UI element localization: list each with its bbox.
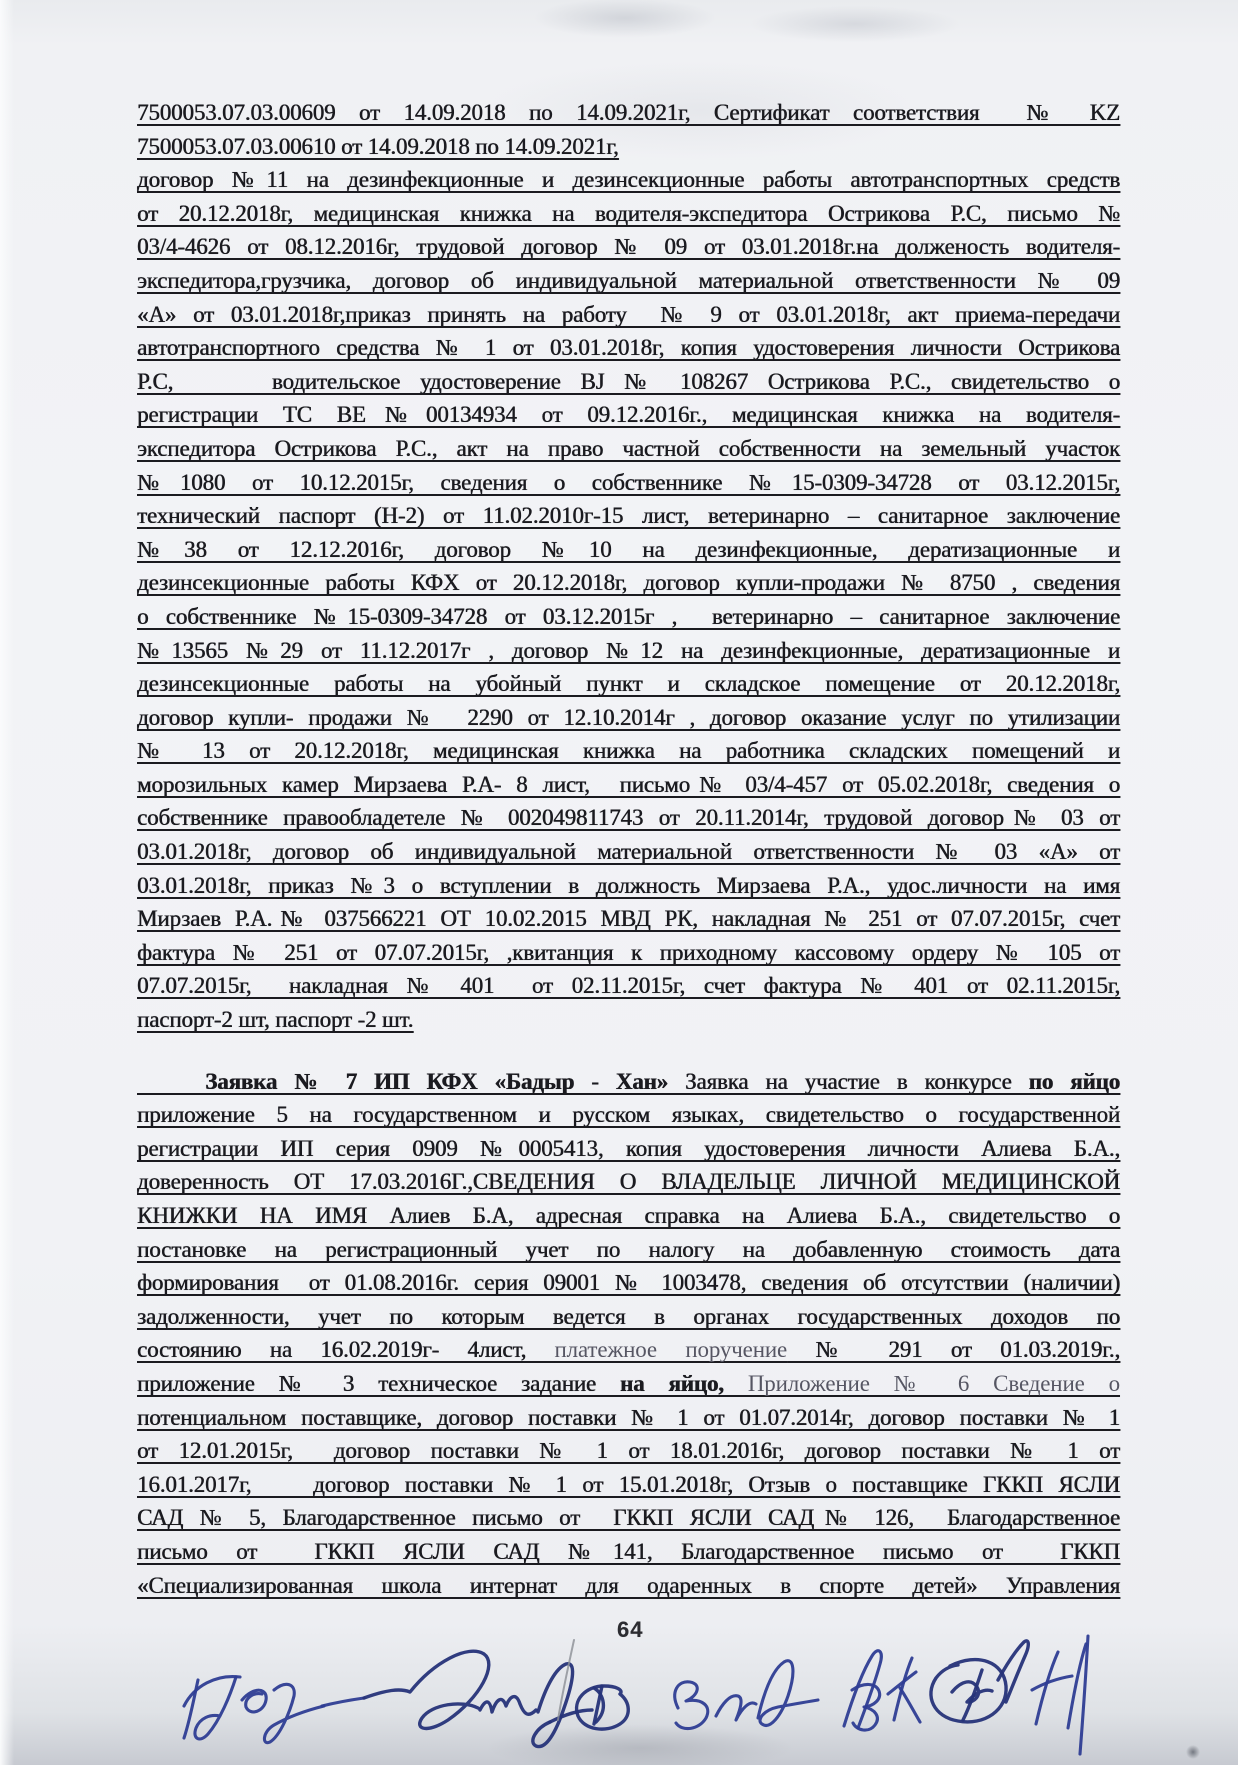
text-segment: о собственнике №15-0309-34728 от 03.12.2015г , ветеринарно – санитарное заключение — [137, 603, 1120, 629]
text-line — [137, 1266, 1120, 1300]
text-line — [137, 163, 1120, 197]
page-number: 64 — [617, 1617, 644, 1642]
text-line — [137, 1367, 1120, 1401]
text-line — [137, 298, 1120, 332]
text-line — [137, 869, 1120, 903]
text-line — [137, 1132, 1120, 1166]
signature-1 — [184, 1677, 364, 1743]
text-line — [137, 566, 1120, 600]
text-segment: 03.01.2018г, договор об индивидуальной материальной ответственности № 03 «А» от — [137, 839, 1120, 865]
text-line — [137, 801, 1120, 835]
text-segment: собственнике правообладетеле № 002049811743 от 20.11.2014г, трудовой договор№ 03 от — [137, 805, 1120, 831]
text-segment: договор №11 на дезинфекционные и дезинсекционные работы автотранспортных средств — [137, 167, 1120, 193]
text-segment: 07.07.2015г, накладная № 401 от 02.11.2015г, счет фактура № 401 от 02.11.2015г, — [137, 973, 1120, 999]
text-line — [137, 96, 1120, 130]
text-segment: №1080 от 10.12.2015г, сведения о собственнике №15-0309-34728 от 03.12.2015г, — [137, 469, 1120, 495]
text-segment: Приложение № 6 Сведение о — [723, 1370, 1121, 1396]
text-line — [137, 466, 1120, 500]
text-line — [137, 902, 1120, 936]
text-line — [137, 835, 1120, 869]
text-line — [137, 1501, 1120, 1535]
text-line — [137, 1535, 1120, 1569]
text-line — [137, 230, 1120, 264]
text-line — [137, 331, 1120, 365]
text-segment: постановке на регистрационный учет по налогу на добавленную стоимость дата — [137, 1236, 1120, 1262]
signature-2 — [364, 1640, 628, 1747]
text-segment: приложение № 3 техническое задание — [137, 1370, 620, 1396]
text-segment: приложение 5 на государственном и русском языках, свидетельство о государственной — [137, 1102, 1120, 1128]
text-segment: 7500053.07.03.00609 от 14.09.2018 по 14.09.2021г, Сертификат соответствия № KZ — [137, 100, 1120, 125]
text-segment: технический паспорт (Н-2) от 11.02.2010г-15 лист, ветеринарно – санитарное заключение — [137, 503, 1120, 529]
text-segment: «Специализированная школа интернат для одаренных в спорте детей» Управления — [137, 1572, 1120, 1598]
text-line — [137, 264, 1120, 298]
text-segment: САД № 5, Благодарственное письмо от ГККП ЯСЛИ САД№ 126, Благодарственное — [137, 1505, 1120, 1531]
text-line — [137, 365, 1120, 399]
text-line — [137, 969, 1120, 1003]
text-segment: Мирзаев Р.А.№ 037566221 ОТ 10.02.2015 МВД РК, накладная № 251 от 07.07.2015г, счет — [137, 906, 1120, 932]
text-line — [137, 432, 1120, 466]
text-line — [137, 701, 1120, 735]
text-segment: формирования от 01.08.2016г. серия 09001 № 1003478, сведения об отсутствии (наличии) — [137, 1270, 1120, 1296]
text-line — [137, 634, 1120, 668]
text-line — [137, 197, 1120, 231]
text-segment: Р.С, водительское удостоверение BJ № 108267 Острикова Р.С., свидетельство о — [137, 368, 1120, 394]
text-segment: 03/4-4626 от 08.12.2016г, трудовой договор № 09 от 03.01.2018г.на долженость водителя- — [137, 234, 1120, 260]
signature-3 — [675, 1661, 818, 1729]
text-segment: на яйцо, — [619, 1370, 724, 1396]
text-segment: № 291 от 01.03.2019г., — [787, 1337, 1120, 1363]
text-line — [137, 1003, 1120, 1037]
text-line — [137, 1098, 1120, 1132]
text-line — [137, 1401, 1120, 1435]
text-segment: морозильных камер Мирзаева Р.А- 8 лист, письмо№ 03/4-457 от 05.02.2018г, сведения о — [137, 771, 1120, 797]
signature-6 — [1032, 1636, 1088, 1754]
text-segment: договор купли- продажи № 2290 от 12.10.2014г , договор оказание услуг по утилизации — [137, 704, 1120, 730]
text-segment: Заявка № 7 ИП КФХ «Бадыр - Хан» — [205, 1068, 669, 1094]
signatures — [150, 1628, 1150, 1765]
text-segment: №38 от 12.12.2016г, договор №10 на дезинфекционные, дератизационные и — [137, 536, 1120, 562]
text-segment: «А» от 03.01.2018г,приказ принять на работу № 9 от 03.01.2018г, акт приема-передачи — [137, 301, 1120, 327]
text-line — [137, 398, 1120, 432]
text-segment: 16.01.2017г, договор поставки № 1 от 15.01.2018г, Отзыв о поставщике ГККП ЯСЛИ — [137, 1471, 1120, 1497]
text-segment: паспорт-2 шт, паспорт -2 шт. — [137, 1007, 414, 1033]
text-line — [137, 130, 1120, 164]
text-segment: регистрации ТС ВЕ№00134934 от 09.12.2016г., медицинская книжка на водителя- — [137, 402, 1120, 428]
text-line — [137, 600, 1120, 634]
text-segment: дезинсекционные работы на убойный пункт и складское помещение от 20.12.2018г, — [137, 671, 1120, 697]
text-segment: регистрации ИП серия 0909 №0005413, копия удостоверения личности Алиева Б.А., — [137, 1135, 1120, 1161]
text-line — [137, 1233, 1120, 1267]
paragraph-certificates — [137, 96, 1120, 1037]
text-line — [137, 533, 1120, 567]
text-line — [137, 1468, 1120, 1502]
text-segment: 7500053.07.03.00610 от 14.09.2018 по 14.09.2021г, — [137, 133, 619, 159]
text-segment: 03.01.2018г, приказ №3 о вступлении в должность Мирзаева Р.А., удос.личности на имя — [137, 872, 1120, 898]
text-segment: экспедитора,грузчика, договор об индивидуальной материальной ответственности № 09 — [137, 267, 1120, 293]
text-line — [137, 1569, 1120, 1603]
text-line — [137, 768, 1120, 802]
text-segment: доверенность ОТ 17.03.2016Г.,СВЕДЕНИЯ О ВЛАДЕЛЬЦЕ ЛИЧНОЙ МЕДИЦИНСКОЙ — [137, 1169, 1120, 1195]
text-segment: КНИЖКИ НА ИМЯ Алиев Б.А, адресная справка на Алиева Б.А., свидетельство о — [137, 1203, 1120, 1228]
text-line — [137, 499, 1120, 533]
text-segment: № 13 от 20.12.2018г, медицинская книжка на работника складских помещений и — [137, 738, 1120, 764]
text-line — [137, 1434, 1120, 1468]
text-segment: экспедитора Острикова Р.С., акт на право частной собственности на земельный участок — [137, 435, 1120, 461]
text-line — [137, 1300, 1120, 1334]
text-segment: потенциальном поставщике, договор поставки № 1 от 01.07.2014г, договор поставки № 1 — [137, 1404, 1120, 1430]
document-body — [137, 96, 1120, 1602]
text-line — [137, 936, 1120, 970]
text-segment: фактура № 251 от 07.07.2015г, ,квитанция к приходному кассовому ордеру № 105 от — [137, 939, 1120, 965]
text-segment: письмо от ГККП ЯСЛИ САД №141, Благодарственное письмо от ГККП — [137, 1538, 1120, 1564]
text-segment: по яйцо — [1028, 1068, 1120, 1094]
text-segment — [137, 1069, 205, 1094]
text-segment: №13565 №29 от 11.12.2017г , договор №12 на дезинфекционные, дератизационные и — [137, 637, 1120, 663]
text-segment: задолженности, учет по которым ведется в органах государственных доходов по — [137, 1303, 1120, 1329]
text-line — [137, 1165, 1120, 1199]
text-line — [137, 1333, 1120, 1367]
text-line — [137, 1199, 1120, 1233]
signature-4 — [844, 1651, 920, 1730]
text-segment: от 20.12.2018г, медицинская книжка на водителя-экспедитора Острикова Р.С, письмо № — [137, 200, 1120, 226]
text-segment: дезинсекционные работы КФХ от 20.12.2018г, договор купли-продажи № 8750 , сведения — [137, 570, 1120, 596]
signature-5 — [931, 1641, 1028, 1722]
text-segment: автотранспортного средства № 1 от 03.01.2018г, копия удостоверения личности Острикова — [137, 335, 1120, 361]
paragraph-application-7 — [137, 1065, 1120, 1603]
text-segment: состоянию на 16.02.2019г- 4лист, — [137, 1337, 555, 1363]
text-line — [137, 667, 1120, 701]
text-segment: от 12.01.2015г, договор поставки № 1 от 18.01.2016г, договор поставки № 1 от — [137, 1438, 1120, 1464]
text-line — [137, 734, 1120, 768]
text-line — [137, 1065, 1120, 1099]
text-segment: платежное поручение — [554, 1337, 788, 1363]
text-segment: Заявка на участие в конкурсе — [668, 1068, 1029, 1094]
